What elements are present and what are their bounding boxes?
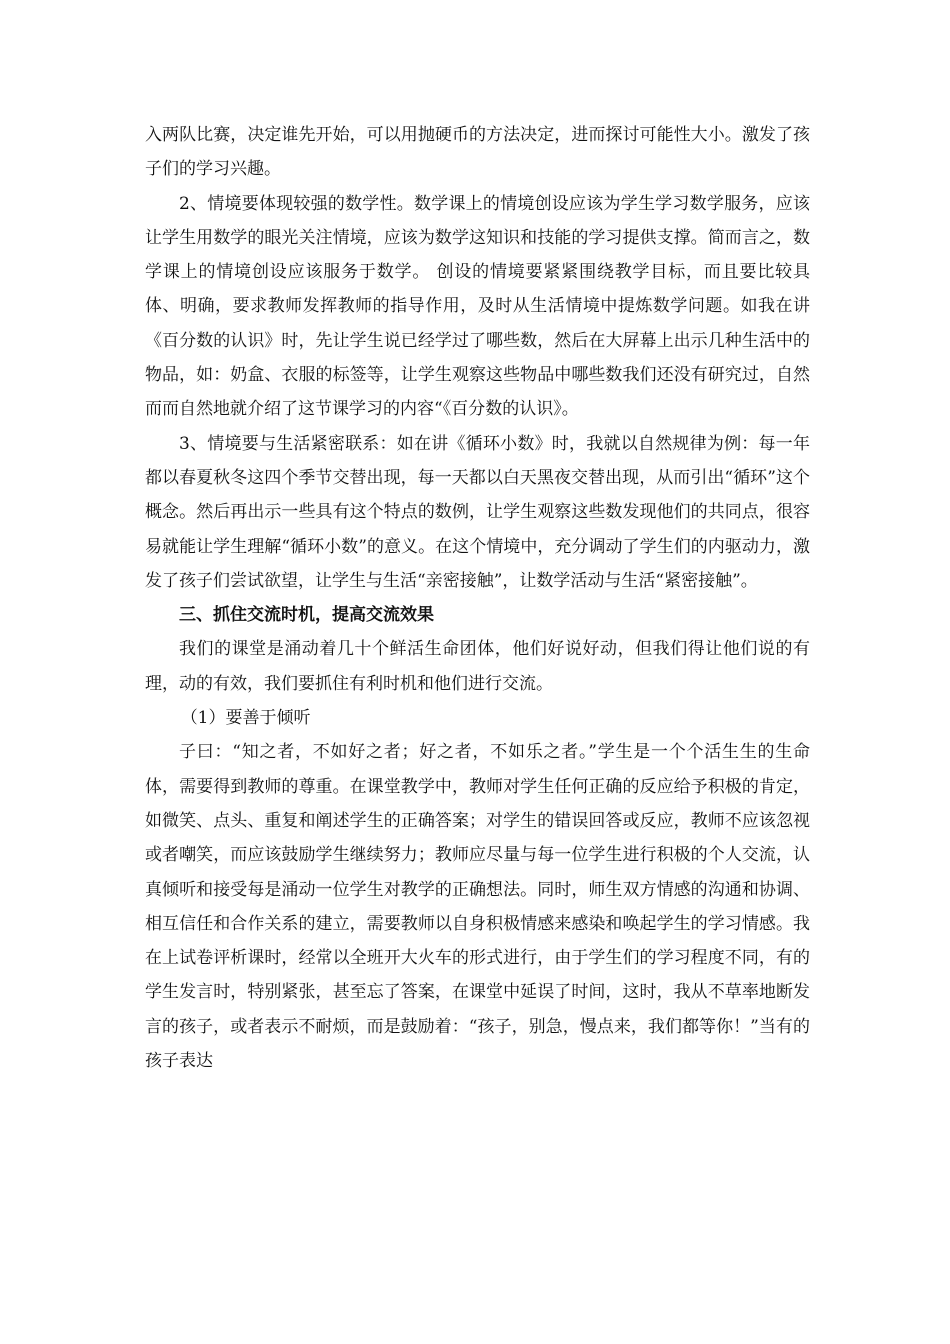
document-body bbox=[145, 118, 810, 1078]
paragraph-continued: 入两队比赛，决定谁先开始，可以用抛硬币的方法决定，进而探讨可能性大小。激发了孩子们的学习兴趣。 bbox=[145, 125, 810, 180]
subheading: （1）要善于倾听 bbox=[180, 708, 311, 729]
paragraph-section-intro: 我们的课堂是涌动着几十个鲜活生命团体，他们好说好动，但我们得让他们说的有理，动的有效，我们要抓住有利时机和他们进行交流。 bbox=[145, 639, 810, 694]
section-heading: 三、抓住交流时机，提高交流效果 bbox=[179, 605, 434, 626]
paragraph-final: 子曰：“知之者，不如好之者；好之者，不如乐之者。”学生是一个个活生生的生命体，需要得到教师的尊重。在课堂教学中，教师对学生任何正确的反应给予积极的肯定，如微笑、点头、重复和阐述学生的正确答案；对学生的错误回答或反应，教师不应该忽视或者嘲笑，而应该鼓励学生继续努力；教师应尽量与每一位学生进行积极的个人交流，认真倾听和接受每是涌动一位学生对教学的正确想法。同时，师生双方情感的沟通和协调、相互信任和合作关系的建立，需要教师以自身积极情感来感染和唤起学生的学习情感。我在上试卷评析课时，经常以全班开大火车的形式进行，由于学生们的学习程度不同，有的学生发言时，特别紧张，甚至忘了答案，在课堂中延误了时间，这时，我从不草率地断发言的孩子，或者表示不耐烦，而是鼓励着：“孩子，别急，慢点来，我们都等你！”当有的孩子表达 bbox=[145, 742, 810, 1072]
paragraph-point-3: 3、情境要与生活紧密联系：如在讲《循环小数》时，我就以自然规律为例：每一年都以春夏秋冬这四个季节交替出现，每一天都以白天黑夜交替出现，从而引出“循环”这个概念。然后再出示一些具有这个特点的数例，让学生观察这些数发现他们的共同点，很容易就能让学生理解“循环小数”的意义。在这个情境中，充分调动了学生们的内驱动力，激发了孩子们尝试欲望，让学生与生活“亲密接触”，让数学活动与生活“紧密接触”。 bbox=[145, 433, 810, 591]
paragraph-point-2: 2、情境要体现较强的数学性。数学课上的情境创设应该为学生学习数学服务，应该让学生用数学的眼光关注情境，应该为数学这知识和技能的学习提供支撑。简而言之，数学课上的情境创设应该服务于数学。 创设的情境要紧紧围绕教学目标，而且要比较具体、明确，要求教师发挥教师的指导作用，及时从生活情境中提炼数学问题。如我在讲《百分数的认识》时，先让学生说已经学过了哪些数，然后在大屏幕上出示几种生活中的物品，如：奶盒、衣服的标签等，让学生观察这些物品中哪些数我们还没有研究过，自然而而自然地就介绍了这节课学习的内容“《百分数的认识》。 bbox=[145, 193, 810, 420]
